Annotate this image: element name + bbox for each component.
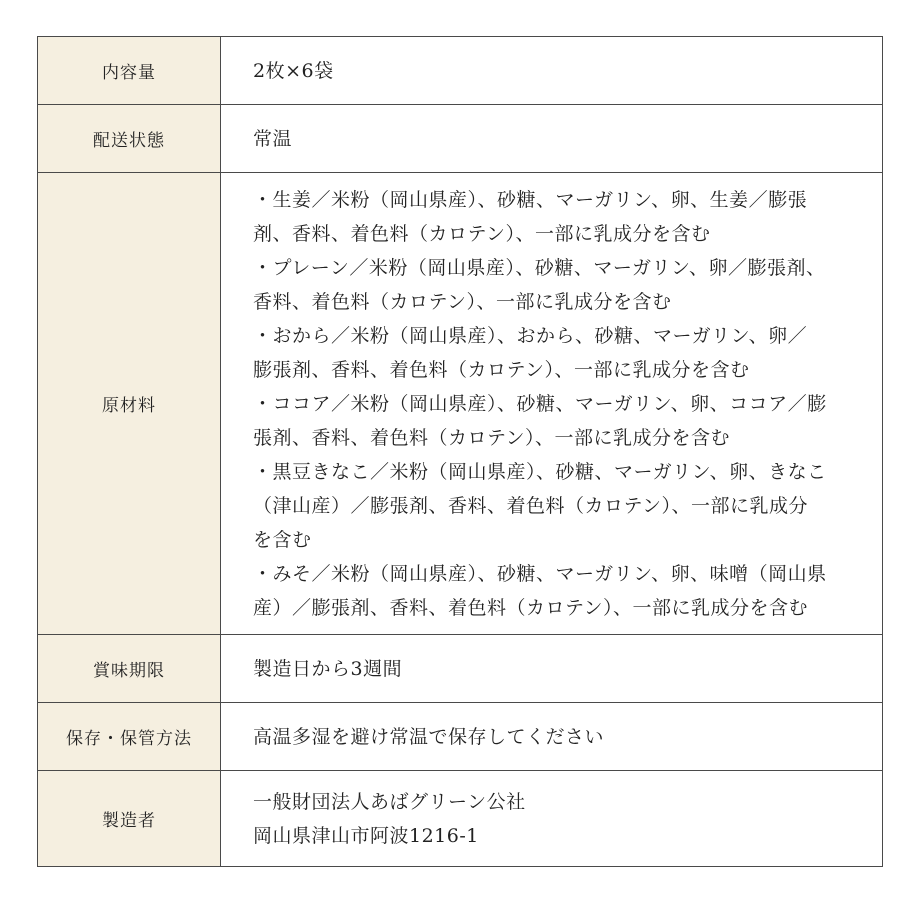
spec-label: 保存・保管方法 — [38, 703, 221, 771]
ingredient-line: 産）／膨張剤、香料、着色料（カロテン）、一部に乳成分を含む — [253, 596, 809, 619]
ingredient-line: ・みそ／米粉（岡山県産）、砂糖、マーガリン、卵、味噌（岡山県 — [253, 562, 827, 585]
ingredient-line: 剤、香料、着色料（カロテン）、一部に乳成分を含む — [253, 222, 711, 245]
spec-value-line: 2枚×6袋 — [253, 59, 334, 82]
manufacturer-address: 岡山県津山市阿波1216-1 — [253, 824, 479, 847]
spec-row-storage — [38, 703, 883, 771]
spec-row-ingredients — [38, 173, 883, 635]
ingredient-line: 張剤、香料、着色料（カロテン）、一部に乳成分を含む — [253, 426, 731, 449]
ingredient-line: ・ココア／米粉（岡山県産）、砂糖、マーガリン、卵、ココア／膨 — [253, 392, 827, 415]
spec-label: 原材料 — [38, 173, 221, 635]
spec-value — [221, 105, 883, 173]
spec-row-contents — [38, 37, 883, 105]
ingredient-line: を含む — [253, 528, 312, 551]
spec-value-line: 製造日から3週間 — [253, 657, 403, 680]
ingredient-line: 膨張剤、香料、着色料（カロテン）、一部に乳成分を含む — [253, 358, 750, 381]
spec-label: 賞味期限 — [38, 635, 221, 703]
product-spec-table — [37, 36, 883, 867]
spec-row-manufacturer — [38, 771, 883, 867]
ingredient-line: ・プレーン／米粉（岡山県産）、砂糖、マーガリン、卵／膨張剤、 — [253, 256, 826, 279]
spec-label: 配送状態 — [38, 105, 221, 173]
ingredient-line: 香料、着色料（カロテン）、一部に乳成分を含む — [253, 290, 672, 313]
manufacturer-name: 一般財団法人あばグリーン公社 — [253, 790, 526, 813]
spec-value — [221, 37, 883, 105]
spec-value — [221, 173, 883, 635]
spec-row-best-before — [38, 635, 883, 703]
ingredient-line: （津山産）／膨張剤、香料、着色料（カロテン）、一部に乳成分 — [253, 494, 809, 517]
spec-value — [221, 635, 883, 703]
spec-value — [221, 703, 883, 771]
spec-label: 内容量 — [38, 37, 221, 105]
spec-value-line: 常温 — [253, 127, 293, 150]
spec-row-delivery — [38, 105, 883, 173]
spec-value — [221, 771, 883, 867]
ingredient-line: ・生姜／米粉（岡山県産）、砂糖、マーガリン、卵、生姜／膨張 — [253, 188, 808, 211]
spec-value-line: 高温多湿を避け常温で保存してください — [253, 725, 605, 748]
spec-label: 製造者 — [38, 771, 221, 867]
ingredient-line: ・黒豆きなこ／米粉（岡山県産）、砂糖、マーガリン、卵、きなこ — [253, 460, 827, 483]
ingredient-line: ・おから／米粉（岡山県産）、おから、砂糖、マーガリン、卵／ — [253, 324, 808, 347]
